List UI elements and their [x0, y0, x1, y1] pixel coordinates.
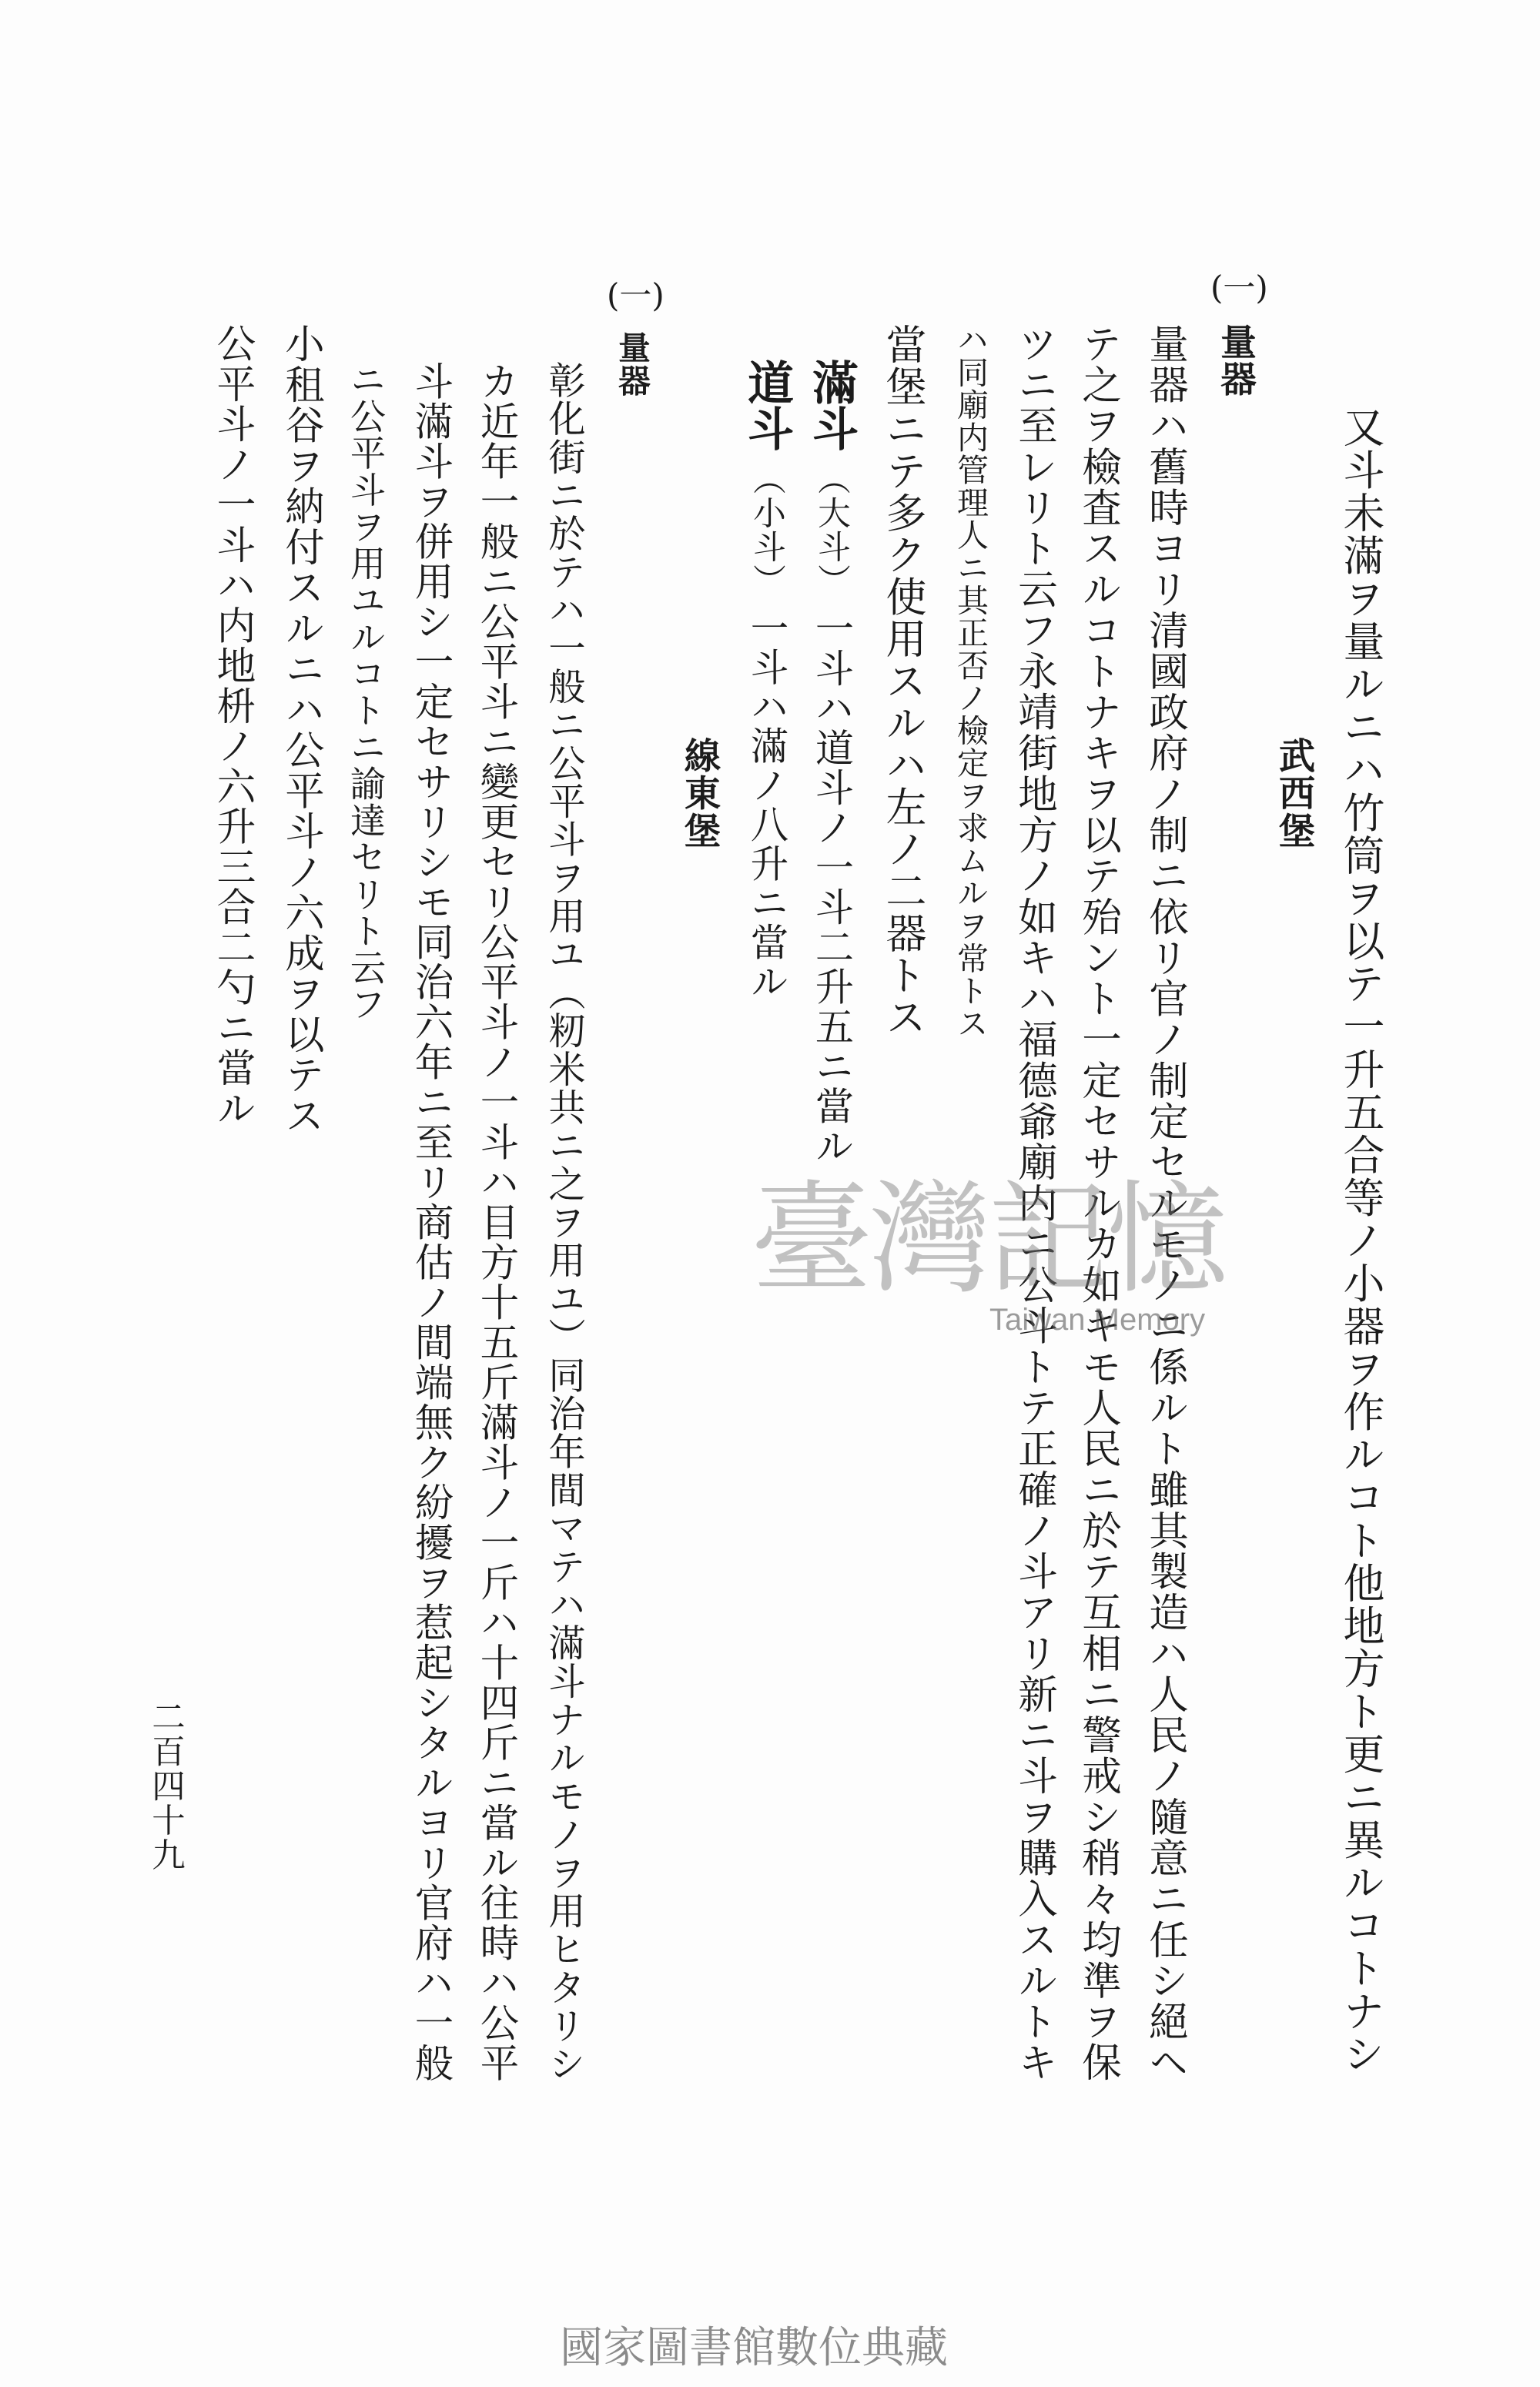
section-2-line: 彰化街ニ於テハ一般ニ公平斗ヲ用ユ（籾米共ニ之ヲ用ユ）同治年間マテハ滿斗ナルモノヲ用ヒタリシ [542, 361, 585, 2083]
page-number: 二百四十九 [146, 1699, 185, 1872]
section-1-heading-title-column [1204, 323, 1268, 397]
section-1-line-4-column [938, 323, 1003, 1040]
watermark-subtitle: Taiwan Memory [989, 1303, 1206, 1337]
measure-1-alias: （大斗） [812, 462, 851, 598]
section-2-line: 公平斗ノ一斗ハ内地枡ノ六升三合二勺ニ當ル [211, 323, 256, 1128]
measure-1-description: 一斗ハ道斗ノ一斗二升五ニ當ル [809, 608, 855, 1166]
footer-collection-credit: 國家圖書館數位典藏 [560, 2323, 948, 2373]
section-1-line: ハ同廟内管理人ニ其正否ノ檢定ヲ求ムルヲ常トス [952, 323, 989, 1040]
section-2-line-2-column [464, 361, 529, 2083]
measure-1-alias-column [799, 462, 864, 598]
measure-1-description-column [799, 608, 864, 1166]
watermark-logo-text: 臺灣記憶 [751, 1169, 1225, 1311]
section-1-place: 武西堡 [1273, 737, 1315, 849]
page-number-column [133, 1699, 198, 1872]
section-2-line: ニ公平斗ヲ用ユルコトニ諭達セリト云フ [345, 361, 387, 1023]
section-1-line: ツニ至レリト云フ永靖街地方ノ如キハ福德爺廟内ニ公斗トテ正確ノ斗アリ新ニ斗ヲ購入スルトキ [1011, 323, 1057, 2083]
section-1-line: テ之ヲ檢査スルコトナキヲ以テ殆ント一定セサルカ如キモ人民ニ於テ互相ニ警戒シ稍々均準ヲ保 [1075, 323, 1121, 2083]
section-2-line: 斗滿斗ヲ併用シ一定セサリシモ同治六年ニ至リ商估ノ間端無ク紛擾ヲ惹起シタルヨリ官府ハ一般 [409, 361, 454, 2083]
intro-line-column [1328, 406, 1393, 2075]
measure-2-description-column [735, 608, 799, 1001]
section-2-line-5-column [268, 323, 333, 1136]
section-2-heading-number: (一) [607, 276, 665, 314]
section-1-heading-title: 量器 [1215, 323, 1257, 397]
section-2-line-3-column [399, 361, 464, 2083]
section-2-line: カ近年一般ニ公平斗ニ變更セリ公平斗ノ一斗ハ目方十五斤滿斗ノ一斤ハ十四斤ニ當ル往時ハ公平 [474, 361, 520, 2083]
intro-line: 又斗未滿ヲ量ルニハ竹筒ヲ以テ一升五合等ノ小器ヲ作ルコト他地方ト更ニ異ルコトナシ [1337, 406, 1385, 2075]
section-1-line: 當堡ニテ多ク使用スルハ左ノ二器トス [879, 323, 926, 1038]
measure-2-description: 一斗ハ滿ノ八升ニ當ル [745, 608, 789, 1001]
section-1-line: 量器ハ舊時ヨリ清國政府ノ制ニ依リ官ノ制定セルモノニ係ルト雖其製造ハ人民ノ隨意ニ任シ絕ヘ [1142, 323, 1188, 2083]
section-2-place: 線東堡 [678, 737, 721, 849]
measure-2-alias: （小斗） [748, 462, 786, 598]
section-2-line-4-column [333, 361, 398, 1023]
measure-2-alias-column [735, 462, 799, 598]
measure-1-name-column [799, 359, 864, 451]
section-2-line-6-column [201, 323, 266, 1128]
measure-1-name: 滿斗 [805, 359, 859, 451]
section-1-heading-number: (一) [1210, 269, 1268, 306]
section-1-place-column [1261, 737, 1326, 849]
measure-2-name-column [735, 359, 799, 451]
measure-2-name: 道斗 [740, 359, 794, 451]
section-2-place-column [667, 737, 732, 849]
section-1-line-5-column [870, 323, 935, 1038]
section-2-line: 小租谷ヲ納付スルニハ公平斗ノ六成ヲ以テス [278, 323, 323, 1136]
section-2-heading-title: 量器 [613, 331, 651, 397]
section-2-line-1-column [531, 361, 596, 2083]
section-2-heading-title-column [599, 331, 664, 397]
